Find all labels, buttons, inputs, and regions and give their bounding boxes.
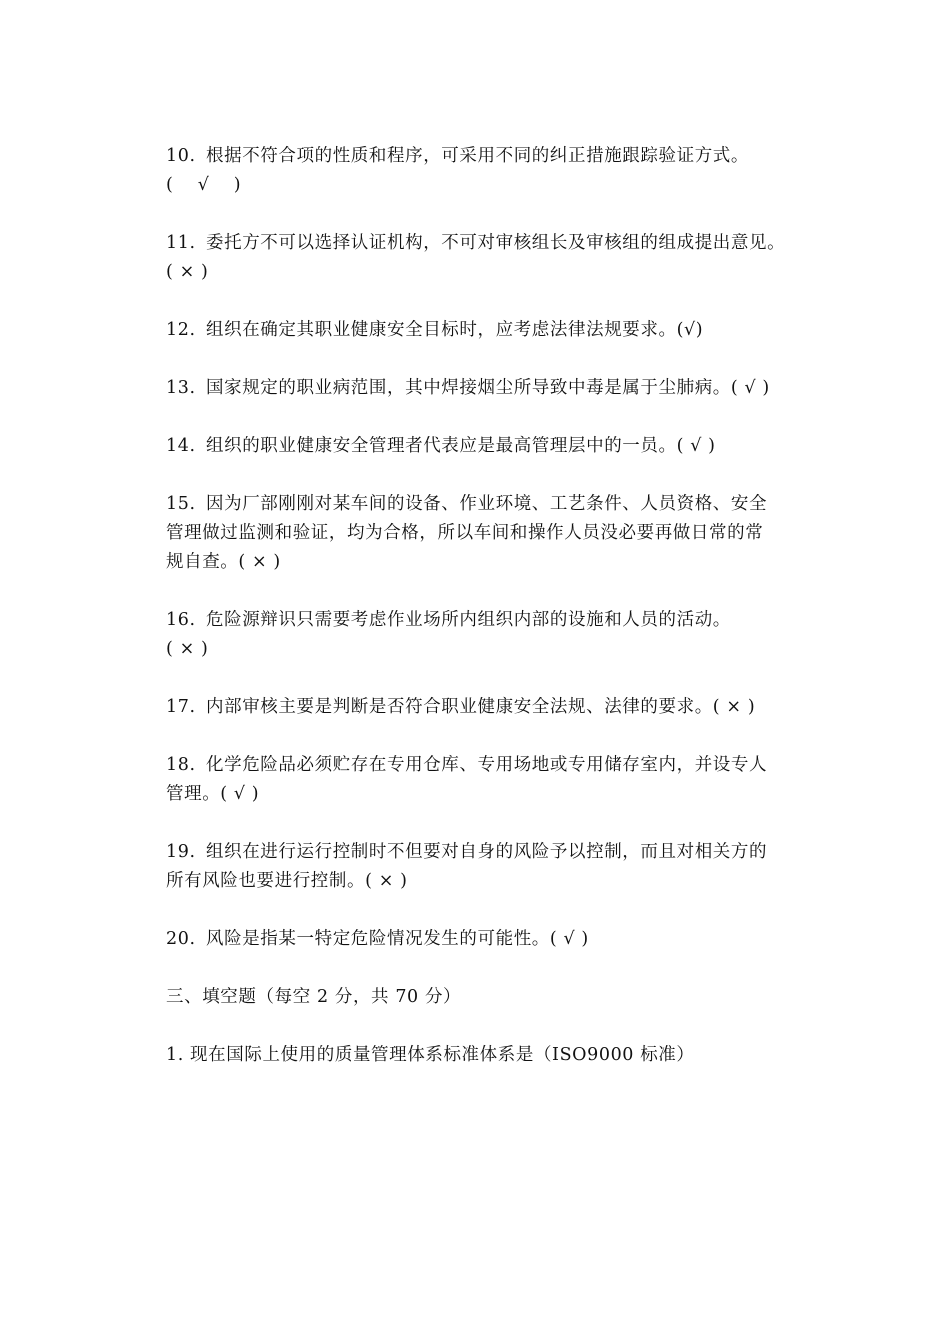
question-20 — [166, 925, 818, 954]
question-12 — [166, 316, 818, 345]
question-text: 组织在进行运行控制时不但要对自身的风险予以控制，而且对相关方的 — [206, 842, 768, 862]
question-text: 组织的职业健康安全管理者代表应是最高管理层中的一员。( √ ) — [206, 436, 716, 456]
question-text: 风险是指某一特定危险情况发生的可能性。( √ ) — [206, 929, 589, 949]
question-line — [166, 751, 818, 780]
question-14 — [166, 432, 818, 461]
question-line — [166, 838, 818, 867]
question-text-continued: 管理做过监测和验证，均为合格，所以车间和操作人员没必要再做日常的常 — [166, 523, 764, 543]
question-answer: ( √ ) — [166, 175, 242, 195]
question-number: 16. — [166, 610, 196, 630]
question-text: 内部审核主要是判断是否符合职业健康安全法规、法律的要求。( × ) — [206, 697, 756, 717]
question-line — [166, 606, 818, 635]
question-number: 13. — [166, 378, 196, 398]
question-line — [166, 693, 818, 722]
question-18 — [166, 751, 818, 809]
section-heading — [166, 983, 818, 1012]
question-text: 因为厂部刚刚对某车间的设备、作业环境、工艺条件、人员资格、安全 — [206, 494, 768, 514]
question-number: 12. — [166, 320, 196, 340]
question-line — [166, 316, 818, 345]
question-11 — [166, 229, 818, 287]
question-line — [166, 229, 818, 258]
question-line — [166, 142, 818, 171]
fill-question-text: 1. 现在国际上使用的质量管理体系标准体系是（ISO9000 标准） — [166, 1045, 695, 1065]
question-text: 根据不符合项的性质和程序，可采用不同的纠正措施跟踪验证方式。 — [206, 146, 749, 166]
question-number: 17. — [166, 697, 196, 717]
question-number: 14. — [166, 436, 196, 456]
question-line — [166, 374, 818, 403]
question-number: 10. — [166, 146, 196, 166]
question-text: 化学危险品必须贮存在专用仓库、专用场地或专用储存室内，并设专人 — [206, 755, 768, 775]
question-10 — [166, 142, 818, 200]
question-line — [166, 490, 818, 519]
question-text: 危险源辩识只需要考虑作业场所内组织内部的设施和人员的活动。 — [206, 610, 731, 630]
question-answer: ( × ) — [166, 262, 209, 282]
question-answer: ( × ) — [166, 639, 209, 659]
question-17 — [166, 693, 818, 722]
question-text: 组织在确定其职业健康安全目标时，应考虑法律法规要求。(√) — [206, 320, 704, 340]
question-number: 18. — [166, 755, 196, 775]
fill-question-1 — [166, 1041, 818, 1070]
question-text-continued: 所有风险也要进行控制。( × ) — [166, 871, 408, 891]
section-heading-text: 三、填空题（每空 2 分，共 70 分） — [166, 987, 462, 1007]
question-19 — [166, 838, 818, 896]
question-text-continued: 管理。( √ ) — [166, 784, 260, 804]
document-page — [166, 142, 818, 1099]
question-15 — [166, 490, 818, 577]
question-text: 委托方不可以选择认证机构，不可对审核组长及审核组的组成提出意见。 — [206, 233, 786, 253]
question-line — [166, 925, 818, 954]
question-number: 15. — [166, 494, 196, 514]
question-number: 20. — [166, 929, 196, 949]
question-text: 国家规定的职业病范围，其中焊接烟尘所导致中毒是属于尘肺病。( √ ) — [206, 378, 770, 398]
question-number: 19. — [166, 842, 196, 862]
question-16 — [166, 606, 818, 664]
question-line — [166, 432, 818, 461]
question-number: 11. — [166, 233, 196, 253]
question-13 — [166, 374, 818, 403]
question-text-continued: 规自查。( × ) — [166, 552, 281, 572]
